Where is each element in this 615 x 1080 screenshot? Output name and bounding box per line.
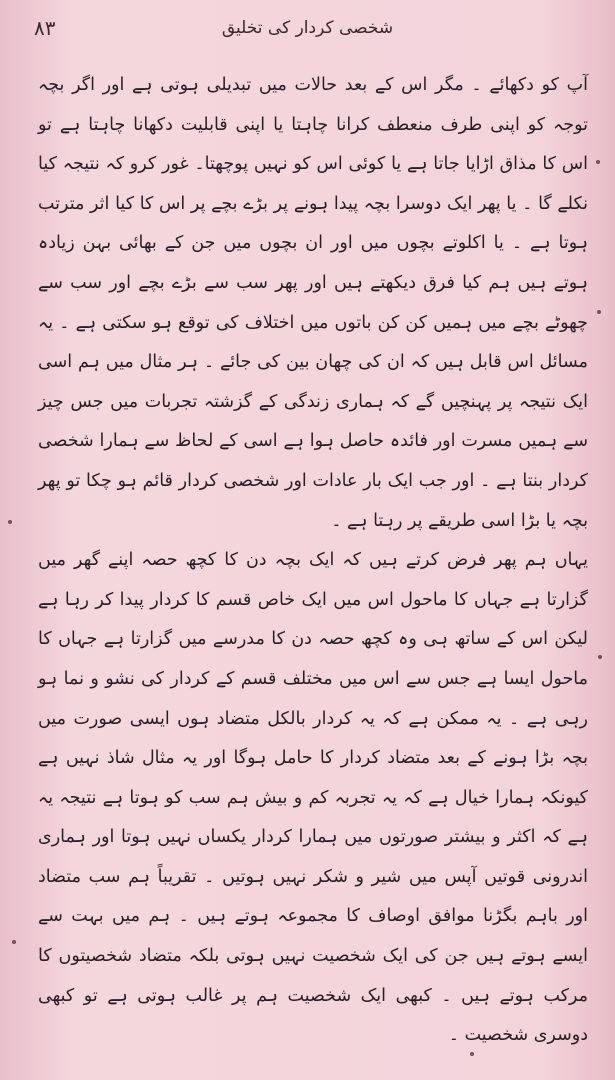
- running-title: شخصی کردار کی تخلیق: [221, 18, 394, 38]
- ink-speck: [596, 160, 600, 164]
- ink-speck: [470, 1052, 474, 1056]
- body-text: [38, 66, 588, 1056]
- ink-speck: [598, 655, 602, 659]
- paragraph-1: آپ کو دکھائے ۔ مگر اس کے بعد حالات میں تبدیلی ہوتی ہے اور اگر بچہ توجہ کو اپنی طرف منعطف کرانا چاہتا یا اپنی قابلیت دکھانا چاہتا ہے تو اس کا مذاق اڑایا جاتا ہے یا کوئی اس کو نہیں پوچھتا۔ غور کرو کہ نتیجہ کیا نکلے گا ۔ یا پھر ایک دوسرا بچہ پیدا ہونے پر بڑے بچے پر اس کا کیا اثر مترتب ہوتا ہے ۔ یا اکلوتے بچوں میں اور ان بچوں میں جن کے بھائی بہن زیادہ ہوتے ہیں ہم کیا فرق دیکھتے ہیں اور پھر سب سے بڑے بچے اور سب سے چھوٹے بچے میں ہمیں کن کن باتوں میں اختلاف کی توقع ہو سکتی ہے ۔ یہ مسائل اس قابل ہیں کہ ان کی چھان بین کی جائے ۔ ہر مثال میں ہم اسی ایک نتیجہ پر پہنچیں گے کہ ہماری زندگی کے گزشتہ تجربات میں جس چیز سے ہمیں مسرت اور فائدہ حاصل ہوا ہے اسی کے لحاظ سے ہمارا شخصی کردار بنتا ہے ۔ اور جب ایک بار عادات اور شخصی کردار قائم ہو چکا تو پھر بچہ یا بڑا اسی طریقے پر رہتا ہے ۔: [38, 75, 588, 531]
- page-number: ۸۳: [34, 16, 56, 40]
- ink-speck: [8, 520, 12, 524]
- paragraph-2: یہاں ہم پھر فرض کرتے ہیں کہ ایک بچہ دن کا کچھ حصہ اپنے گھر میں گزارتا ہے جہاں کا ماحول اس میں ایک خاص قسم کا کردار پیدا کر رہا ہے لیکن اس کے ساتھ ہی وہ کچھ حصہ دن کا مدرسے میں گزارتا ہے جہاں کا ماحول ایسا ہے جس سے اس میں مختلف قسم کے کردار کی نشو و نما ہو رہی ہے ۔ یہ ممکن ہے کہ یہ کردار بالکل متضاد ہوں ایسی صورت میں بچہ بڑا ہونے کے بعد متضاد کردار کا حامل ہوگا اور یہ مثال شاذ نہیں ہے کیونکہ ہمارا خیال ہے کہ یہ تجربہ کم و بیش ہم سب کو ہوتا ہے نتیجہ یہ ہے کہ اکثر و بیشتر صورتوں میں ہمارا کردار یکساں نہیں ہوتا اور ہماری اندرونی قوتیں آپس میں شیر و شکر نہیں ہوتیں ۔ تقریباً ہم سب متضاد اور باہم بگڑنا موافق اوصاف کا مجموعہ ہوتے ہیں ۔ ہم میں بہت سے ایسے ہوتے ہیں جن کی ایک شخصیت نہیں ہوتی بلکہ متضاد شخصیتوں کا مرکب ہوتے ہیں ۔ کبھی ایک شخصیت ہم پر غالب ہوتی ہے تو کبھی دوسری شخصیت ۔: [38, 550, 588, 1046]
- ink-speck: [12, 940, 16, 944]
- page-header: [0, 14, 615, 54]
- ink-speck: [597, 310, 601, 314]
